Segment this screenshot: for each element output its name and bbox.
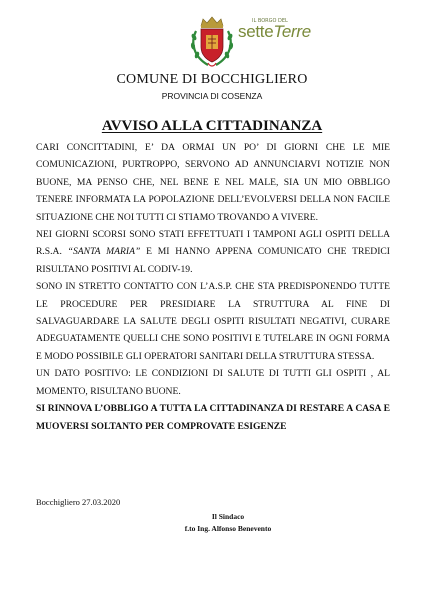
- paragraph-asp: SONO IN STRETTO CONTATTO CON L’A.S.P. CHE STA PREDISPONENDO TUTTE LE PROCEDURE PER PRESIDIARE LA STRUTTURA AL FINE DI SALVAGUARDARE LA SALUTE DEGLI OSPITI RISULTATI NEGATIVI, CURARE ADEGUATAMENTE QUELLI CHE SONO POSITIVI E TUTELARE IN OGNI FORMA E MODO POSSIBILE GLI OPERATORI SANITARI DELLA STRUTTURA STESSA.: [36, 281, 390, 362]
- signature-role: Il Sindaco: [211, 512, 245, 521]
- sette-terre-logo: [238, 18, 318, 48]
- logo-wordmark: [238, 22, 311, 42]
- paragraph-tests: [36, 226, 390, 278]
- notice-body: [36, 139, 390, 435]
- place-date: Bocchigliero 27.03.2020: [36, 497, 121, 507]
- signature-name: f.to Ing. Alfonso Benevento: [184, 524, 272, 533]
- province-name: PROVINCIA DI COSENZA: [161, 91, 263, 101]
- logo-word-left: sette: [238, 22, 274, 41]
- paragraph-stay-home: SI RINNOVA L’OBBLIGO A TUTTA LA CITTADINANZA DI RESTARE A CASA E MUOVERSI SOLTANTO PER COMPROVATE ESIGENZE: [36, 403, 390, 432]
- paragraph-positive-news: UN DATO POSITIVO: LE CONDIZIONI DI SALUTE DI TUTTI GLI OSPITI , AL MOMENTO, RISULTANO BUONE.: [36, 368, 390, 397]
- logo-word-right: Terre: [273, 22, 311, 41]
- facility-name: “SANTA MARIA”: [67, 246, 141, 258]
- logo-tagline: IL BORGO DEL: [252, 18, 288, 24]
- notice-title: [0, 118, 424, 135]
- municipal-crest-icon: [188, 15, 236, 69]
- municipality-name: COMUNE DI BOCCHIGLIERO: [116, 72, 308, 87]
- paragraph-intro: CARI CONCITTADINI, E’ DA ORMAI UN PO’ DI GIORNI CHE LE MIE COMUNICAZIONI, PURTROPPO, SERVONO AD ANNUNCIARVI NOTIZIE NON BUONE, MA PENSO CHE, NEL BENE E NEL MALE, SIA UN MIO OBBLIGO TENERE INFORMATA LA POPOLAZIONE DELL’EVOLVERSI DELLA NON FACILE SITUAZIONE CHE NOI TUTTI CI STIAMO TROVANDO A VIVERE.: [36, 142, 390, 223]
- paragraph-tests-end: E MI HANNO APPENA COMUNICATO CHE TREDICI RISULTANO POSITIVI AL CODIV-19.: [36, 246, 390, 275]
- letterhead: [0, 0, 424, 112]
- paragraph-tests-start: NEI GIORNI SCORSI SONO STATI EFFETTUATI I TAMPONI AGLI OSPITI DELLA R.S.A.: [36, 229, 390, 258]
- notice-title-text: AVVISO ALLA CITTADINANZA: [101, 118, 323, 134]
